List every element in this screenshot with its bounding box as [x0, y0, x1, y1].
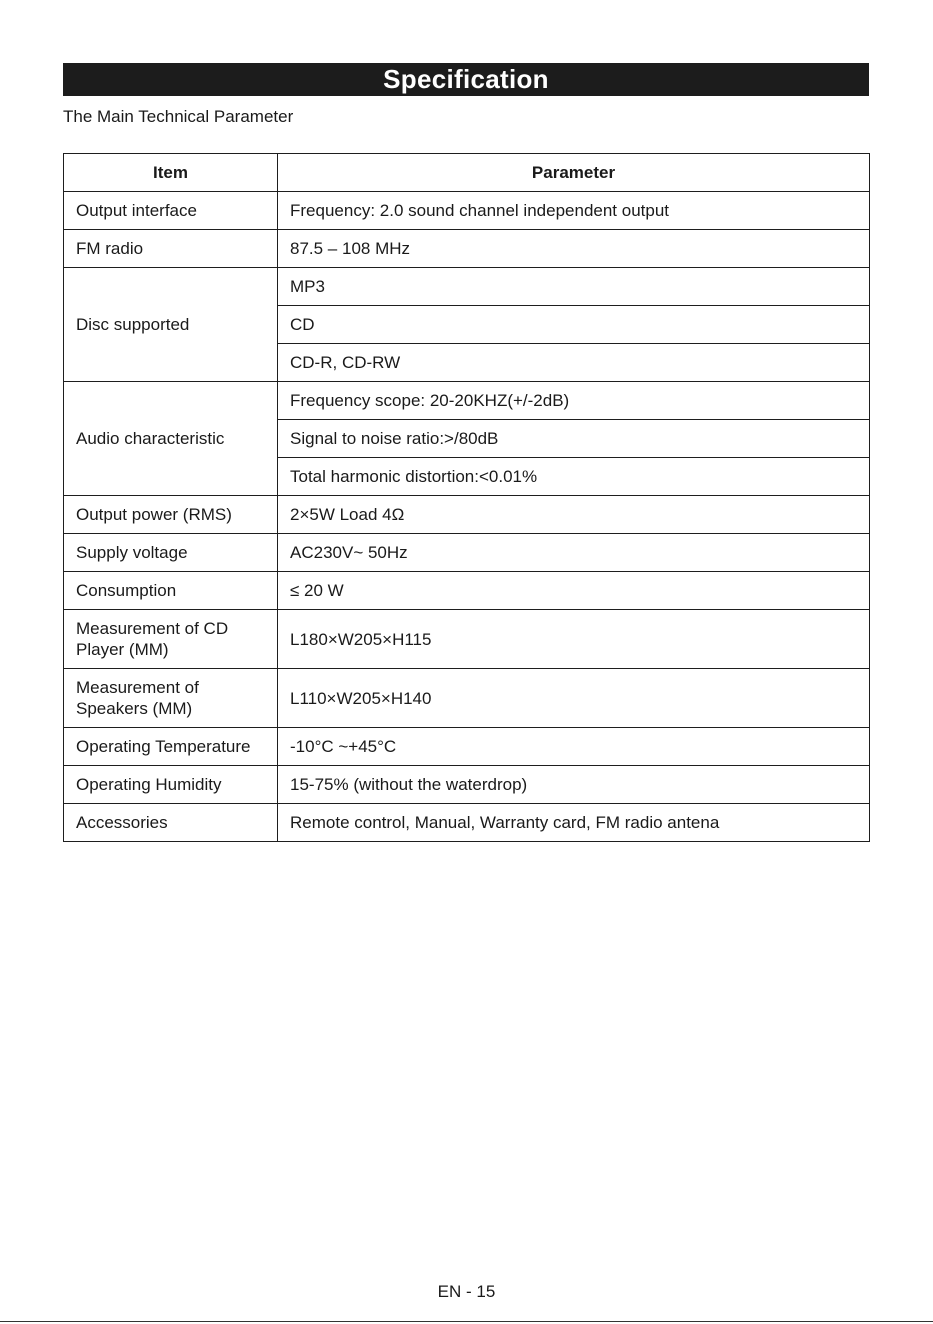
header-parameter: Parameter — [278, 154, 870, 192]
table-row — [64, 728, 870, 766]
table-row — [64, 766, 870, 804]
parameter-cell: CD-R, CD-RW — [278, 344, 870, 382]
item-cell: Measurement of CD Player (MM) — [64, 610, 278, 669]
parameter-cell: Remote control, Manual, Warranty card, FM radio antena — [278, 804, 870, 842]
parameter-cell: Frequency scope: 20-20KHZ(+/-2dB) — [278, 382, 870, 420]
item-cell: Audio characteristic — [64, 382, 278, 496]
item-cell: FM radio — [64, 230, 278, 268]
parameter-cell: ≤ 20 W — [278, 572, 870, 610]
parameter-cell: Signal to noise ratio:>/80dB — [278, 420, 870, 458]
header-item: Item — [64, 154, 278, 192]
parameter-cell: 15-75% (without the waterdrop) — [278, 766, 870, 804]
table-row — [64, 382, 870, 420]
page-number: EN - 15 — [437, 1282, 496, 1301]
parameter-cell: 2×5W Load 4Ω — [278, 496, 870, 534]
table-row — [64, 496, 870, 534]
parameter-cell: Frequency: 2.0 sound channel independent output — [278, 192, 870, 230]
specification-table — [63, 153, 870, 842]
bottom-divider — [0, 1321, 933, 1322]
table-row — [64, 192, 870, 230]
item-cell: Operating Humidity — [64, 766, 278, 804]
table-row — [64, 669, 870, 728]
item-cell: Supply voltage — [64, 534, 278, 572]
table-row — [64, 610, 870, 669]
item-cell: Measurement of Speakers (MM) — [64, 669, 278, 728]
item-cell: Output interface — [64, 192, 278, 230]
parameter-cell: 87.5 – 108 MHz — [278, 230, 870, 268]
table-header-row — [64, 154, 870, 192]
parameter-cell: L180×W205×H115 — [278, 610, 870, 669]
table-row — [64, 230, 870, 268]
table-row — [64, 534, 870, 572]
item-cell: Consumption — [64, 572, 278, 610]
page-title: Specification — [63, 63, 869, 96]
parameter-cell: AC230V~ 50Hz — [278, 534, 870, 572]
item-cell: Disc supported — [64, 268, 278, 382]
table-row — [64, 804, 870, 842]
section-subtitle: The Main Technical Parameter — [63, 107, 294, 126]
parameter-cell: L110×W205×H140 — [278, 669, 870, 728]
parameter-cell: -10°C ~+45°C — [278, 728, 870, 766]
item-cell: Accessories — [64, 804, 278, 842]
table-row — [64, 268, 870, 306]
item-cell: Operating Temperature — [64, 728, 278, 766]
item-cell: Output power (RMS) — [64, 496, 278, 534]
parameter-cell: MP3 — [278, 268, 870, 306]
parameter-cell: Total harmonic distortion:<0.01% — [278, 458, 870, 496]
parameter-cell: CD — [278, 306, 870, 344]
table-row — [64, 572, 870, 610]
